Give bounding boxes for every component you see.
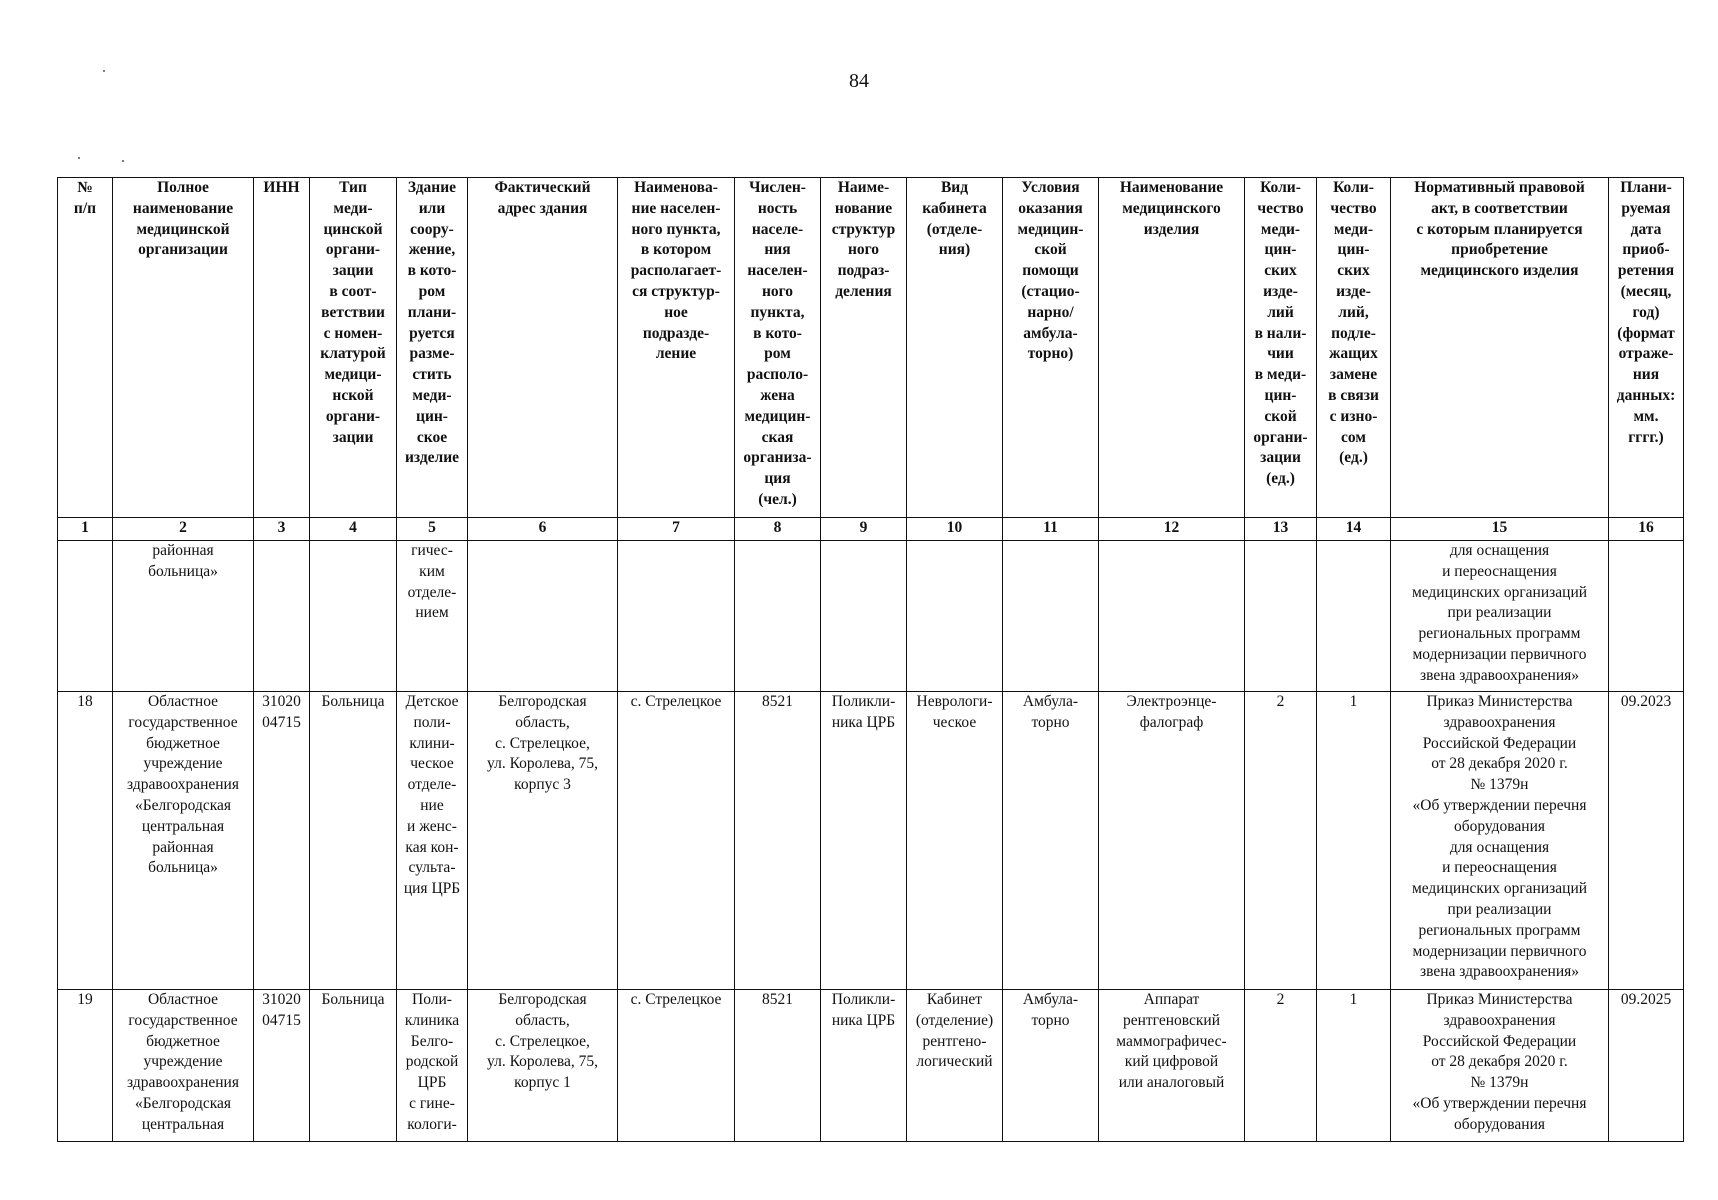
cell-unit: Поликли- ника ЦРБ (821, 990, 907, 1142)
col-number: 8 (735, 518, 821, 541)
col-header-num: № п/п (58, 178, 113, 518)
cell-legal-act: Приказ Министерства здравоохранения Российской Федерации от 28 декабря 2020 г. № 1379н «Об утверждении перечня оборудования для оснащения и переоснащения медицинских организаций при реализации региональных программ модернизации первичного звена здравоохранения» (1391, 692, 1609, 990)
scan-speck (78, 157, 80, 159)
col-number: 9 (821, 518, 907, 541)
col-header-unit: Наиме- нование структур ного подраз- деления (821, 178, 907, 518)
col-header-population: Числен- ность населе- ния населен- ного пункта, в кото- ром располо- жена медицин- ская организа- ция (чел.) (735, 178, 821, 518)
col-header-cabinet: Вид кабинета (отделе- ния) (907, 178, 1003, 518)
col-number: 5 (397, 518, 468, 541)
col-number: 4 (310, 518, 397, 541)
col-number: 13 (1245, 518, 1317, 541)
cell-org-name: районная больница» (113, 541, 254, 692)
cell-org-type: Больница (310, 990, 397, 1142)
cell-qty-available: 2 (1245, 990, 1317, 1142)
cell-legal-act: Приказ Министерства здравоохранения Российской Федерации от 28 декабря 2020 г. № 1379н «Об утверждении перечня оборудования (1391, 990, 1609, 1142)
cell-num: 18 (58, 692, 113, 990)
col-number: 16 (1609, 518, 1684, 541)
cell-qty-replace (1317, 541, 1391, 692)
col-header-org-name: Полное наименование медицинской организации (113, 178, 254, 518)
cell-unit: Поликли- ника ЦРБ (821, 692, 907, 990)
cell-num (58, 541, 113, 692)
col-number: 1 (58, 518, 113, 541)
cell-num: 19 (58, 990, 113, 1142)
cell-qty-available (1245, 541, 1317, 692)
col-number: 14 (1317, 518, 1391, 541)
cell-conditions: Амбула- торно (1003, 692, 1099, 990)
cell-address (468, 541, 618, 692)
scan-speck (122, 160, 124, 162)
cell-settlement: с. Стрелецкое (618, 990, 735, 1142)
cell-device: Электроэнце- фалограф (1099, 692, 1245, 990)
cell-inn (254, 541, 310, 692)
cell-unit (821, 541, 907, 692)
cell-org-type (310, 541, 397, 692)
table-row-18 (58, 692, 1684, 990)
cell-planned-date: 09.2023 (1609, 692, 1684, 990)
cell-cabinet: Неврологи- ческое (907, 692, 1003, 990)
cell-qty-replace: 1 (1317, 692, 1391, 990)
col-header-inn: ИНН (254, 178, 310, 518)
medical-equipment-table (57, 177, 1684, 1142)
col-header-conditions: Условия оказания медицин- ской помощи (стацио- нарно/ амбула- торно) (1003, 178, 1099, 518)
scan-speck (103, 70, 105, 72)
col-header-legal-act: Нормативный правовой акт, в соответствии с которым планируется приобретение медицинского изделия (1391, 178, 1609, 518)
col-header-qty-available: Коли- чество меди- цин- ских изде- лий в нали- чии в меди- цин- ской органи- зации (ед.) (1245, 178, 1317, 518)
col-number: 3 (254, 518, 310, 541)
cell-device: Аппарат рентгеновский маммографичес- кий цифровой или аналоговый (1099, 990, 1245, 1142)
cell-inn: 31020 04715 (254, 692, 310, 990)
cell-building: Детское поли- клини- ческое отделе- ние и женс- кая кон- сульта- ция ЦРБ (397, 692, 468, 990)
cell-planned-date (1609, 541, 1684, 692)
col-number: 12 (1099, 518, 1245, 541)
cell-settlement: с. Стрелецкое (618, 692, 735, 990)
cell-address: Белгородская область, с. Стрелецкое, ул. Королева, 75, корпус 1 (468, 990, 618, 1142)
col-number: 2 (113, 518, 254, 541)
cell-population (735, 541, 821, 692)
cell-legal-act: для оснащения и переоснащения медицинских организаций при реализации региональных программ модернизации первичного звена здравоохранения» (1391, 541, 1609, 692)
col-number: 7 (618, 518, 735, 541)
cell-device (1099, 541, 1245, 692)
cell-building: Поли- клиника Белго- родской ЦРБ с гине- кологи- (397, 990, 468, 1142)
cell-org-name: Областное государственное бюджетное учреждение здравоохранения «Белгородская центральная (113, 990, 254, 1142)
col-number: 15 (1391, 518, 1609, 541)
cell-cabinet: Кабинет (отделение) рентгено- логический (907, 990, 1003, 1142)
col-number: 6 (468, 518, 618, 541)
cell-conditions: Амбула- торно (1003, 990, 1099, 1142)
col-header-qty-replace: Коли- чество меди- цин- ских изде- лий, подле- жащих замене в связи с изно- сом (ед.) (1317, 178, 1391, 518)
cell-conditions (1003, 541, 1099, 692)
cell-org-type: Больница (310, 692, 397, 990)
cell-settlement (618, 541, 735, 692)
cell-org-name: Областное государственное бюджетное учреждение здравоохранения «Белгородская центральная районная больница» (113, 692, 254, 990)
cell-address: Белгородская область, с. Стрелецкое, ул. Королева, 75, корпус 3 (468, 692, 618, 990)
col-header-org-type: Тип меди- цинской органи- зации в соот- ветствии с номен- клатурой медици- нской органи- зации (310, 178, 397, 518)
col-header-device: Наименование медицинского изделия (1099, 178, 1245, 518)
col-header-address: Фактический адрес здания (468, 178, 618, 518)
cell-population: 8521 (735, 692, 821, 990)
column-number-row (58, 518, 1684, 541)
col-number: 11 (1003, 518, 1099, 541)
table-row-continuation (58, 541, 1684, 692)
table-row-19 (58, 990, 1684, 1142)
cell-building: гичес- ким отделе- нием (397, 541, 468, 692)
page-number: 84 (849, 70, 869, 92)
col-header-planned-date: Плани- руемая дата приоб- ретения (месяц, год) (формат отраже- ния данных: мм. гггг.) (1609, 178, 1684, 518)
header-row (58, 178, 1684, 518)
cell-inn: 31020 04715 (254, 990, 310, 1142)
cell-qty-replace: 1 (1317, 990, 1391, 1142)
col-header-settlement: Наименова- ние населен- ного пункта, в котором располагает- ся структур- ное подразде- ление (618, 178, 735, 518)
cell-population: 8521 (735, 990, 821, 1142)
cell-planned-date: 09.2025 (1609, 990, 1684, 1142)
cell-cabinet (907, 541, 1003, 692)
cell-qty-available: 2 (1245, 692, 1317, 990)
col-header-building: Здание или соору- жение, в кото- ром плани- руется разме- стить меди- цин- ское изделие (397, 178, 468, 518)
col-number: 10 (907, 518, 1003, 541)
